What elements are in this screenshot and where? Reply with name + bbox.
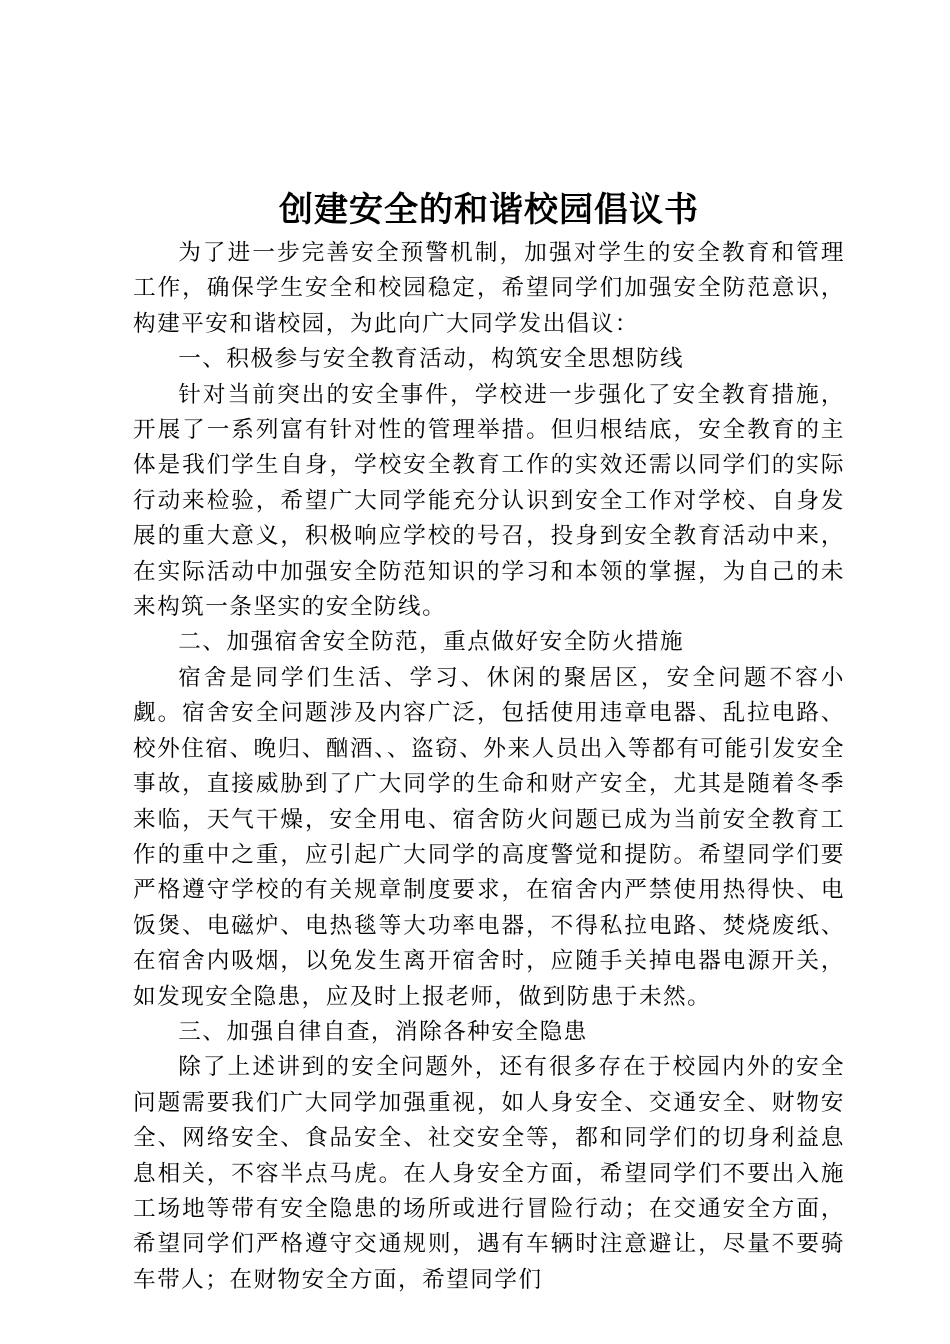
section-3-body: 除了上述讲到的安全问题外，还有很多存在于校园内外的安全问题需要我们广大同学加强重视，如人身安全、交通安全、财物安全、网络安全、食品安全、社交安全等，都和同学们的切身利益息息相关，不容半点马虎。在人身安全方面，希望同学们不要出入施工场地等带有安全隐患的场所或进行冒险行动；在交通安全方面，希望同学们严格遵守交通规则，遇有车辆时注意避让，尽量不要骑车带人；在财物安全方面，希望同学们 — [133, 1054, 845, 1293]
document-page — [133, 186, 845, 1298]
section-2-heading: 二、加强宿舍安全防范，重点做好安全防火措施 — [178, 629, 685, 656]
intro-paragraph: 为了进一步完善安全预警机制，加强对学生的安全教育和管理工作，确保学生安全和校园稳定，希望同学们加强安全防范意识，构建平安和谐校园，为此向广大同学发出倡议： — [133, 240, 845, 337]
section-1-heading: 一、积极参与安全教育活动，构筑安全思想防线 — [178, 346, 685, 373]
section-2-body: 宿舍是同学们生活、学习、休闲的聚居区，安全问题不容小觑。宿舍安全问题涉及内容广泛，包括使用违章电器、乱拉电路、校外住宿、晚归、酗酒、、盗窃、外来人员出入等都有可能引发安全事故，直接威胁到了广大同学的生命和财产安全，尤其是随着冬季来临，天气干燥，安全用电、宿舍防火问题已成为当前安全教育工作的重中之重，应引起广大同学的高度警觉和提防。希望同学们要严格遵守学校的有关规章制度要求，在宿舍内严禁使用热得快、电饭煲、电磁炉、电热毯等大功率电器，不得私拉电路、焚烧废纸、在宿舍内吸烟，以免发生离开宿舍时，应随手关掉电器电源开关，如发现安全隐患，应及时上报老师，做到防患于未然。 — [133, 664, 845, 1010]
section-1-body: 针对当前突出的安全事件，学校进一步强化了安全教育措施，开展了一系列富有针对性的管理举措。但归根结底，安全教育的主体是我们学生自身，学校安全教育工作的实效还需以同学们的实际行动来检验，希望广大同学能充分认识到安全工作对学校、自身发展的重大意义，积极响应学校的号召，投身到安全教育活动中来，在实际活动中加强安全防范知识的学习和本领的掌握，为自己的未来构筑一条坚实的安全防线。 — [133, 381, 845, 621]
section-3-heading: 三、加强自律自查，消除各种安全隐患 — [178, 1018, 588, 1045]
document-title: 创建安全的和谐校园倡议书 — [279, 190, 699, 230]
